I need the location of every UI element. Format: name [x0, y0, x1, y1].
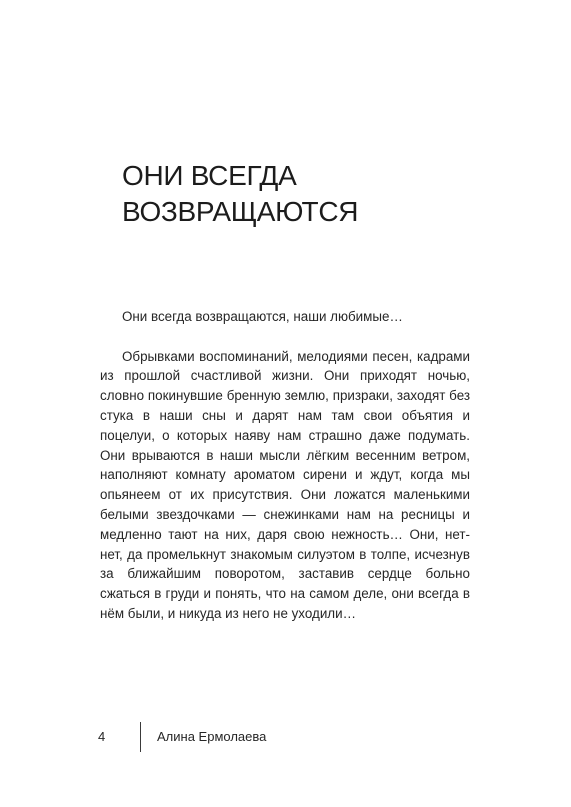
page-number: 4 — [98, 729, 106, 744]
chapter-title-line-2: ВОЗВРАЩАЮТСЯ — [122, 196, 359, 227]
chapter-title — [122, 158, 502, 230]
author-name: Алина Ермолаева — [157, 729, 267, 744]
footer-divider — [140, 722, 141, 752]
main-paragraph: Обрывками воспоминаний, мелодиями песен, кадрами из прошлой счастливой жизни. Они приходят ночью, словно покинувшие бренную землю, призраки, заходят без стука в наши сны и дарят нам там свои объятия и поцелуи, о которых наяву нам страшно даже подумать. Они врываются в наши мысли лёгким весенним ветром, наполняют комнату ароматом сирени и ждут, когда мы опьянеем от их присутствия. Они ложатся маленькими белыми звездочками — снежинками нам на ресницы и медленно тают на них, даря свою нежность… Они, нет-нет, да промелькнут знакомым силуэтом в толпе, исчезнув за ближайшим поворотом, заставив сердце больно сжаться в груди и понять, что на самом деле, они всегда в нём были, и никуда из него не уходили… — [100, 348, 470, 621]
chapter-text — [100, 307, 470, 624]
page-footer — [0, 722, 571, 754]
chapter-title-line-1: ОНИ ВСЕГДА — [122, 160, 297, 191]
lead-paragraph: Они всегда возвращаются, наши любимые… — [122, 309, 403, 324]
